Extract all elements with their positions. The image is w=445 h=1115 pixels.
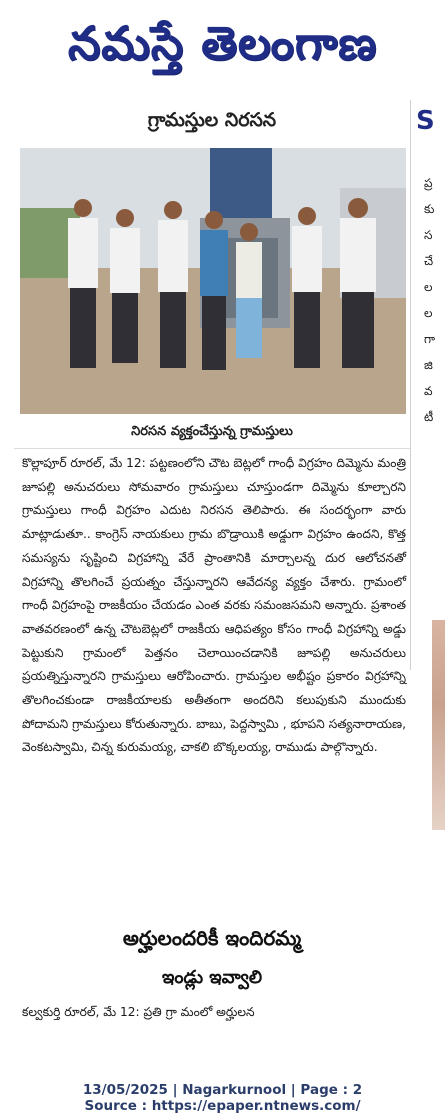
- adjacent-column-fragment: [412, 100, 445, 1040]
- footer-date-edition: 13/05/2025 | Nagarkurnool | Page : 2: [82, 1082, 363, 1098]
- article-clipping: [14, 100, 411, 755]
- article-photo: [20, 148, 406, 414]
- page-footer: [0, 1082, 445, 1115]
- footer-source: Source : https://epaper.ntnews.com/: [84, 1098, 361, 1114]
- masthead-spacer: [0, 86, 445, 100]
- adjacent-photo-fragment: [432, 620, 445, 830]
- article-headline: గ్రామస్తుల నిరసన: [147, 108, 277, 131]
- newspaper-logo: నమస్తే తెలంగాణ: [67, 16, 378, 70]
- photo-caption: నిరసన వ్యక్తంచేస్తున్న గ్రామస్తులు: [14, 418, 410, 449]
- second-article-body: కల్వకుర్తి రూరల్, మే 12: ప్రతి గ్రా మంలో అర్హులన: [22, 1005, 255, 1019]
- adjacent-text-fragment: ప్ర కు స చే ల ల గా జి వ టీ: [424, 176, 436, 424]
- protest-photo-illustration: [20, 148, 406, 414]
- adjacent-headline-fragment: S: [416, 106, 435, 136]
- second-article-headline-line2: ఇండ్లు ఇవ్వాలి: [161, 966, 263, 988]
- article-body: కొల్లాపూర్ రూరల్, మే 12: పట్టణంలోని చౌట బెట్లలో గాంధీ విగ్రహం దిమ్మెను మంత్రి జూపల్లి అనుచరులు సోమవారం గ్రామస్తులు చూస్తుండగా దిమ్మెను కూల్చారని గ్రామస్తులు గాంధీ విగ్రహం ఎదుట నిరసన తెలిపారు. ఈ సందర్భంగా వారు మాట్లాడుతూ.. కాంగ్రెస్ నాయకులు గ్రామ బొడ్రాయికి అడ్డుగా విగ్రహం ఉందని, కొత్త సమస్యను సృష్టించి విగ్రహాన్ని వేరే ప్రాంతానికి మార్చాలన్న దుర ఆలోచనతో విగ్రహాన్ని తొలగించే ప్రయత్నం చేస్తున్నారని ఆవేదన్య వ్యక్తం చేశారు. గ్రామంలో గాంధీ విగ్రహంపై రాజకీయం చేయడం ఎంత వరకు సమంజసమని అన్నారు. ప్రశాంత వాతవరణంలో ఉన్న చౌటబెట్లలో రాజకీయ ఆధిపత్యం కోసం గాంధీ విగ్రహాన్ని అడ్డు పెట్టుకుని గ్రామంలో పెత్తనం చెలాయించడానికి జూపల్లి అనుచరులు ప్రయత్నిస్తున్నారని గ్రామస్తులు ఆరోపించారు. గ్రామస్తుల అభీష్టం ప్రకారం విగ్రహాన్ని తొలగించకుండా రాజకీయాలకు అతీతంగా అందరిని కలుపుకుని ముందుకు పోదామని గ్రామస్తులు కోరుతున్నారు. బాబు, పెద్దస్వామి , భూపని సత్యనారాయణ, వెంకటస్వామి, చిన్న కురుమయ్య, చాకలి బొక్కలయ్య, రాముడు పాల్గొన్నారు.: [22, 456, 406, 755]
- masthead: [0, 0, 445, 86]
- second-article-headline-line1: అర్హులందరికీ ఇందిరమ్మ: [122, 925, 302, 950]
